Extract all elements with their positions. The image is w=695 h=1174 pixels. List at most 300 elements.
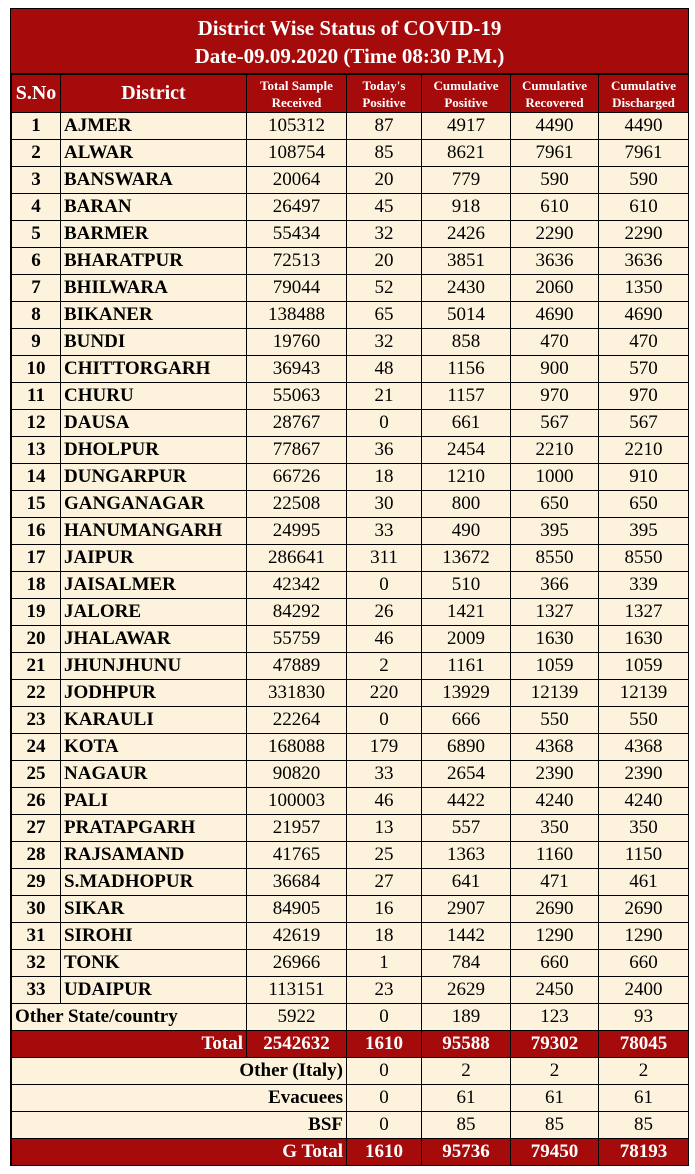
- cumulative-positive-cell: 95736: [422, 1139, 511, 1166]
- todays-positive-cell: 0: [347, 410, 422, 437]
- total-sample-cell: 2542632: [247, 1031, 347, 1058]
- total-sample-cell: 77867: [247, 437, 347, 464]
- sno-cell: 5: [12, 221, 61, 248]
- cumulative-positive-cell: 2009: [422, 626, 511, 653]
- total-sample-cell: 105312: [247, 113, 347, 140]
- sno-cell: 3: [12, 167, 61, 194]
- cumulative-recovered-cell: 900: [511, 356, 599, 383]
- cumulative-discharged-cell: 4368: [599, 734, 689, 761]
- sno-cell: 2: [12, 140, 61, 167]
- cumulative-discharged-cell: 2210: [599, 437, 689, 464]
- total-sample-cell: 108754: [247, 140, 347, 167]
- cumulative-positive-cell: 641: [422, 869, 511, 896]
- cumulative-positive-cell: 85: [422, 1112, 511, 1139]
- todays-positive-cell: 0: [347, 707, 422, 734]
- cumulative-recovered-cell: 3636: [511, 248, 599, 275]
- table-row: [12, 653, 689, 680]
- todays-positive-cell: 46: [347, 626, 422, 653]
- extra-label: Other (Italy): [12, 1058, 347, 1085]
- todays-positive-cell: 0: [347, 1112, 422, 1139]
- cumulative-positive-cell: 1421: [422, 599, 511, 626]
- cumulative-positive-cell: 5014: [422, 302, 511, 329]
- extra-row: [12, 1085, 689, 1112]
- cumulative-discharged-cell: 567: [599, 410, 689, 437]
- todays-positive-cell: 0: [347, 572, 422, 599]
- report-title: [11, 9, 688, 74]
- district-cell: DAUSA: [61, 410, 247, 437]
- cumulative-recovered-cell: 2: [511, 1058, 599, 1085]
- todays-positive-cell: 32: [347, 221, 422, 248]
- district-cell: JAIPUR: [61, 545, 247, 572]
- title-line-1: District Wise Status of COVID-19: [197, 16, 502, 40]
- todays-positive-cell: 0: [347, 1085, 422, 1112]
- sno-cell: 19: [12, 599, 61, 626]
- district-cell: GANGANAGAR: [61, 491, 247, 518]
- todays-positive-cell: 2: [347, 653, 422, 680]
- todays-positive-cell: 23: [347, 977, 422, 1004]
- extra-row: [12, 1112, 689, 1139]
- cumulative-positive-cell: 61: [422, 1085, 511, 1112]
- cumulative-discharged-cell: 1150: [599, 842, 689, 869]
- cumulative-positive-cell: 779: [422, 167, 511, 194]
- extra-row: [12, 1058, 689, 1085]
- header-cumulative-discharged: Cumulative Discharged: [599, 75, 689, 113]
- total-sample-cell: 41765: [247, 842, 347, 869]
- todays-positive-cell: 33: [347, 518, 422, 545]
- district-cell: BHARATPUR: [61, 248, 247, 275]
- district-cell: SIKAR: [61, 896, 247, 923]
- district-cell: DHOLPUR: [61, 437, 247, 464]
- covid-status-sheet: [10, 8, 689, 1166]
- cumulative-recovered-cell: 1630: [511, 626, 599, 653]
- cumulative-discharged-cell: 2390: [599, 761, 689, 788]
- district-cell: TONK: [61, 950, 247, 977]
- cumulative-positive-cell: 666: [422, 707, 511, 734]
- district-cell: BHILWARA: [61, 275, 247, 302]
- cumulative-positive-cell: 1442: [422, 923, 511, 950]
- sno-cell: 13: [12, 437, 61, 464]
- cumulative-recovered-cell: 2210: [511, 437, 599, 464]
- todays-positive-cell: 25: [347, 842, 422, 869]
- todays-positive-cell: 45: [347, 194, 422, 221]
- cumulative-discharged-cell: 4490: [599, 113, 689, 140]
- total-sample-cell: 26966: [247, 950, 347, 977]
- cumulative-positive-cell: 490: [422, 518, 511, 545]
- cumulative-discharged-cell: 1290: [599, 923, 689, 950]
- district-cell: CHITTORGARH: [61, 356, 247, 383]
- sno-cell: 25: [12, 761, 61, 788]
- district-cell: NAGAUR: [61, 761, 247, 788]
- total-label: Total: [12, 1031, 247, 1058]
- todays-positive-cell: 1610: [347, 1139, 422, 1166]
- total-sample-cell: 72513: [247, 248, 347, 275]
- sno-cell: 22: [12, 680, 61, 707]
- cumulative-positive-cell: 1157: [422, 383, 511, 410]
- table-row: [12, 680, 689, 707]
- cumulative-recovered-cell: 650: [511, 491, 599, 518]
- todays-positive-cell: 1: [347, 950, 422, 977]
- district-cell: AJMER: [61, 113, 247, 140]
- total-sample-cell: 20064: [247, 167, 347, 194]
- cumulative-positive-cell: 2: [422, 1058, 511, 1085]
- district-cell: BARAN: [61, 194, 247, 221]
- header-district: District: [61, 75, 247, 113]
- cumulative-recovered-cell: 471: [511, 869, 599, 896]
- sno-cell: 32: [12, 950, 61, 977]
- cumulative-recovered-cell: 590: [511, 167, 599, 194]
- total-sample-cell: 42342: [247, 572, 347, 599]
- table-row: [12, 140, 689, 167]
- district-cell: PALI: [61, 788, 247, 815]
- todays-positive-cell: 179: [347, 734, 422, 761]
- district-cell: JHALAWAR: [61, 626, 247, 653]
- cumulative-positive-cell: 6890: [422, 734, 511, 761]
- grand-total-label: G Total: [12, 1139, 347, 1166]
- cumulative-positive-cell: 1161: [422, 653, 511, 680]
- district-cell: PRATAPGARH: [61, 815, 247, 842]
- extra-label: BSF: [12, 1112, 347, 1139]
- cumulative-discharged-cell: 590: [599, 167, 689, 194]
- todays-positive-cell: 30: [347, 491, 422, 518]
- table-row: [12, 977, 689, 1004]
- sno-cell: 10: [12, 356, 61, 383]
- total-sample-cell: 79044: [247, 275, 347, 302]
- sno-cell: 8: [12, 302, 61, 329]
- cumulative-discharged-cell: 470: [599, 329, 689, 356]
- todays-positive-cell: 48: [347, 356, 422, 383]
- cumulative-recovered-cell: 1327: [511, 599, 599, 626]
- cumulative-positive-cell: 2454: [422, 437, 511, 464]
- cumulative-discharged-cell: 7961: [599, 140, 689, 167]
- sno-cell: 29: [12, 869, 61, 896]
- table-row: [12, 113, 689, 140]
- total-sample-cell: 5922: [247, 1004, 347, 1031]
- sno-cell: 1: [12, 113, 61, 140]
- total-sample-cell: 113151: [247, 977, 347, 1004]
- sno-cell: 9: [12, 329, 61, 356]
- cumulative-discharged-cell: 3636: [599, 248, 689, 275]
- cumulative-discharged-cell: 910: [599, 464, 689, 491]
- total-sample-cell: 22508: [247, 491, 347, 518]
- other-state-label: Other State/country: [12, 1004, 247, 1031]
- total-sample-cell: 55759: [247, 626, 347, 653]
- cumulative-recovered-cell: 1059: [511, 653, 599, 680]
- sno-cell: 18: [12, 572, 61, 599]
- district-cell: KOTA: [61, 734, 247, 761]
- todays-positive-cell: 18: [347, 464, 422, 491]
- cumulative-recovered-cell: 4690: [511, 302, 599, 329]
- cumulative-discharged-cell: 461: [599, 869, 689, 896]
- cumulative-positive-cell: 2426: [422, 221, 511, 248]
- total-sample-cell: 21957: [247, 815, 347, 842]
- total-sample-cell: 84292: [247, 599, 347, 626]
- cumulative-discharged-cell: 2400: [599, 977, 689, 1004]
- cumulative-discharged-cell: 2: [599, 1058, 689, 1085]
- district-cell: BUNDI: [61, 329, 247, 356]
- cumulative-recovered-cell: 660: [511, 950, 599, 977]
- cumulative-positive-cell: 189: [422, 1004, 511, 1031]
- table-row: [12, 194, 689, 221]
- cumulative-positive-cell: 1156: [422, 356, 511, 383]
- cumulative-positive-cell: 95588: [422, 1031, 511, 1058]
- district-cell: UDAIPUR: [61, 977, 247, 1004]
- district-cell: ALWAR: [61, 140, 247, 167]
- district-cell: SIROHI: [61, 923, 247, 950]
- todays-positive-cell: 65: [347, 302, 422, 329]
- cumulative-recovered-cell: 123: [511, 1004, 599, 1031]
- todays-positive-cell: 52: [347, 275, 422, 302]
- district-status-table: [11, 74, 689, 1166]
- header-total-sample: Total Sample Received: [247, 75, 347, 113]
- cumulative-recovered-cell: 85: [511, 1112, 599, 1139]
- cumulative-discharged-cell: 2290: [599, 221, 689, 248]
- total-sample-cell: 36684: [247, 869, 347, 896]
- total-sample-cell: 100003: [247, 788, 347, 815]
- total-row: [12, 1031, 689, 1058]
- todays-positive-cell: 46: [347, 788, 422, 815]
- sno-cell: 17: [12, 545, 61, 572]
- district-cell: CHURU: [61, 383, 247, 410]
- cumulative-recovered-cell: 366: [511, 572, 599, 599]
- table-row: [12, 518, 689, 545]
- table-row: [12, 302, 689, 329]
- todays-positive-cell: 220: [347, 680, 422, 707]
- cumulative-discharged-cell: 1059: [599, 653, 689, 680]
- cumulative-positive-cell: 4422: [422, 788, 511, 815]
- cumulative-discharged-cell: 85: [599, 1112, 689, 1139]
- total-sample-cell: 331830: [247, 680, 347, 707]
- cumulative-discharged-cell: 78193: [599, 1139, 689, 1166]
- sno-cell: 7: [12, 275, 61, 302]
- table-row: [12, 599, 689, 626]
- table-row: [12, 842, 689, 869]
- cumulative-recovered-cell: 970: [511, 383, 599, 410]
- cumulative-discharged-cell: 78045: [599, 1031, 689, 1058]
- cumulative-discharged-cell: 350: [599, 815, 689, 842]
- sno-cell: 14: [12, 464, 61, 491]
- district-cell: KARAULI: [61, 707, 247, 734]
- district-cell: DUNGARPUR: [61, 464, 247, 491]
- total-sample-cell: 168088: [247, 734, 347, 761]
- cumulative-positive-cell: 4917: [422, 113, 511, 140]
- cumulative-positive-cell: 2907: [422, 896, 511, 923]
- sno-cell: 33: [12, 977, 61, 1004]
- header-cumulative-recovered: Cumulative Recovered: [511, 75, 599, 113]
- total-sample-cell: 55063: [247, 383, 347, 410]
- cumulative-positive-cell: 918: [422, 194, 511, 221]
- cumulative-recovered-cell: 1290: [511, 923, 599, 950]
- cumulative-positive-cell: 661: [422, 410, 511, 437]
- sno-cell: 16: [12, 518, 61, 545]
- sno-cell: 27: [12, 815, 61, 842]
- cumulative-discharged-cell: 660: [599, 950, 689, 977]
- table-row: [12, 275, 689, 302]
- cumulative-recovered-cell: 2290: [511, 221, 599, 248]
- table-row: [12, 329, 689, 356]
- total-sample-cell: 28767: [247, 410, 347, 437]
- header-cumulative-positive: Cumulative Positive: [422, 75, 511, 113]
- todays-positive-cell: 1610: [347, 1031, 422, 1058]
- sno-cell: 20: [12, 626, 61, 653]
- sno-cell: 31: [12, 923, 61, 950]
- cumulative-recovered-cell: 1160: [511, 842, 599, 869]
- cumulative-positive-cell: 13672: [422, 545, 511, 572]
- sno-cell: 28: [12, 842, 61, 869]
- header-todays-positive: Today's Positive: [347, 75, 422, 113]
- cumulative-recovered-cell: 1000: [511, 464, 599, 491]
- cumulative-positive-cell: 3851: [422, 248, 511, 275]
- table-row: [12, 437, 689, 464]
- cumulative-recovered-cell: 2390: [511, 761, 599, 788]
- cumulative-recovered-cell: 4368: [511, 734, 599, 761]
- district-cell: S.MADHOPUR: [61, 869, 247, 896]
- cumulative-recovered-cell: 470: [511, 329, 599, 356]
- sno-cell: 24: [12, 734, 61, 761]
- sno-cell: 6: [12, 248, 61, 275]
- cumulative-discharged-cell: 93: [599, 1004, 689, 1031]
- district-cell: BANSWARA: [61, 167, 247, 194]
- todays-positive-cell: 26: [347, 599, 422, 626]
- todays-positive-cell: 20: [347, 248, 422, 275]
- cumulative-discharged-cell: 1630: [599, 626, 689, 653]
- todays-positive-cell: 27: [347, 869, 422, 896]
- table-row: [12, 491, 689, 518]
- table-row: [12, 464, 689, 491]
- cumulative-recovered-cell: 2060: [511, 275, 599, 302]
- district-cell: HANUMANGARH: [61, 518, 247, 545]
- table-row: [12, 815, 689, 842]
- extra-label: Evacuees: [12, 1085, 347, 1112]
- cumulative-discharged-cell: 4240: [599, 788, 689, 815]
- table-row: [12, 248, 689, 275]
- cumulative-discharged-cell: 970: [599, 383, 689, 410]
- todays-positive-cell: 16: [347, 896, 422, 923]
- table-row: [12, 167, 689, 194]
- header-row: [12, 75, 689, 113]
- cumulative-recovered-cell: 79302: [511, 1031, 599, 1058]
- total-sample-cell: 84905: [247, 896, 347, 923]
- table-row: [12, 545, 689, 572]
- sno-cell: 11: [12, 383, 61, 410]
- table-row: [12, 383, 689, 410]
- todays-positive-cell: 21: [347, 383, 422, 410]
- cumulative-recovered-cell: 7961: [511, 140, 599, 167]
- cumulative-discharged-cell: 550: [599, 707, 689, 734]
- todays-positive-cell: 32: [347, 329, 422, 356]
- cumulative-discharged-cell: 1327: [599, 599, 689, 626]
- table-row: [12, 788, 689, 815]
- cumulative-recovered-cell: 550: [511, 707, 599, 734]
- sno-cell: 23: [12, 707, 61, 734]
- total-sample-cell: 19760: [247, 329, 347, 356]
- grand-total-row: [12, 1139, 689, 1166]
- total-sample-cell: 47889: [247, 653, 347, 680]
- cumulative-recovered-cell: 79450: [511, 1139, 599, 1166]
- cumulative-recovered-cell: 8550: [511, 545, 599, 572]
- cumulative-discharged-cell: 2690: [599, 896, 689, 923]
- cumulative-discharged-cell: 8550: [599, 545, 689, 572]
- total-sample-cell: 55434: [247, 221, 347, 248]
- other-state-row: [12, 1004, 689, 1031]
- sno-cell: 30: [12, 896, 61, 923]
- todays-positive-cell: 20: [347, 167, 422, 194]
- cumulative-recovered-cell: 2690: [511, 896, 599, 923]
- todays-positive-cell: 33: [347, 761, 422, 788]
- table-row: [12, 707, 689, 734]
- cumulative-positive-cell: 2629: [422, 977, 511, 1004]
- todays-positive-cell: 36: [347, 437, 422, 464]
- cumulative-positive-cell: 858: [422, 329, 511, 356]
- cumulative-discharged-cell: 570: [599, 356, 689, 383]
- sno-cell: 21: [12, 653, 61, 680]
- total-sample-cell: 22264: [247, 707, 347, 734]
- cumulative-discharged-cell: 4690: [599, 302, 689, 329]
- cumulative-recovered-cell: 61: [511, 1085, 599, 1112]
- district-cell: RAJSAMAND: [61, 842, 247, 869]
- todays-positive-cell: 0: [347, 1058, 422, 1085]
- district-cell: JALORE: [61, 599, 247, 626]
- cumulative-recovered-cell: 610: [511, 194, 599, 221]
- total-sample-cell: 42619: [247, 923, 347, 950]
- table-row: [12, 950, 689, 977]
- todays-positive-cell: 0: [347, 1004, 422, 1031]
- cumulative-discharged-cell: 1350: [599, 275, 689, 302]
- table-row: [12, 410, 689, 437]
- todays-positive-cell: 85: [347, 140, 422, 167]
- cumulative-positive-cell: 8621: [422, 140, 511, 167]
- cumulative-positive-cell: 2430: [422, 275, 511, 302]
- cumulative-recovered-cell: 4490: [511, 113, 599, 140]
- cumulative-recovered-cell: 4240: [511, 788, 599, 815]
- total-sample-cell: 26497: [247, 194, 347, 221]
- todays-positive-cell: 87: [347, 113, 422, 140]
- table-row: [12, 923, 689, 950]
- sno-cell: 4: [12, 194, 61, 221]
- cumulative-discharged-cell: 61: [599, 1085, 689, 1112]
- cumulative-positive-cell: 2654: [422, 761, 511, 788]
- table-row: [12, 221, 689, 248]
- district-cell: JODHPUR: [61, 680, 247, 707]
- todays-positive-cell: 13: [347, 815, 422, 842]
- cumulative-recovered-cell: 2450: [511, 977, 599, 1004]
- total-sample-cell: 138488: [247, 302, 347, 329]
- cumulative-positive-cell: 557: [422, 815, 511, 842]
- sno-cell: 26: [12, 788, 61, 815]
- cumulative-discharged-cell: 339: [599, 572, 689, 599]
- total-sample-cell: 286641: [247, 545, 347, 572]
- district-cell: JHUNJHUNU: [61, 653, 247, 680]
- cumulative-recovered-cell: 567: [511, 410, 599, 437]
- district-cell: BIKANER: [61, 302, 247, 329]
- sno-cell: 12: [12, 410, 61, 437]
- table-row: [12, 896, 689, 923]
- total-sample-cell: 36943: [247, 356, 347, 383]
- cumulative-positive-cell: 1210: [422, 464, 511, 491]
- cumulative-discharged-cell: 650: [599, 491, 689, 518]
- table-row: [12, 761, 689, 788]
- cumulative-discharged-cell: 610: [599, 194, 689, 221]
- cumulative-recovered-cell: 395: [511, 518, 599, 545]
- table-row: [12, 356, 689, 383]
- table-row: [12, 869, 689, 896]
- cumulative-positive-cell: 784: [422, 950, 511, 977]
- table-row: [12, 734, 689, 761]
- cumulative-recovered-cell: 350: [511, 815, 599, 842]
- cumulative-discharged-cell: 395: [599, 518, 689, 545]
- cumulative-positive-cell: 800: [422, 491, 511, 518]
- sno-cell: 15: [12, 491, 61, 518]
- total-sample-cell: 66726: [247, 464, 347, 491]
